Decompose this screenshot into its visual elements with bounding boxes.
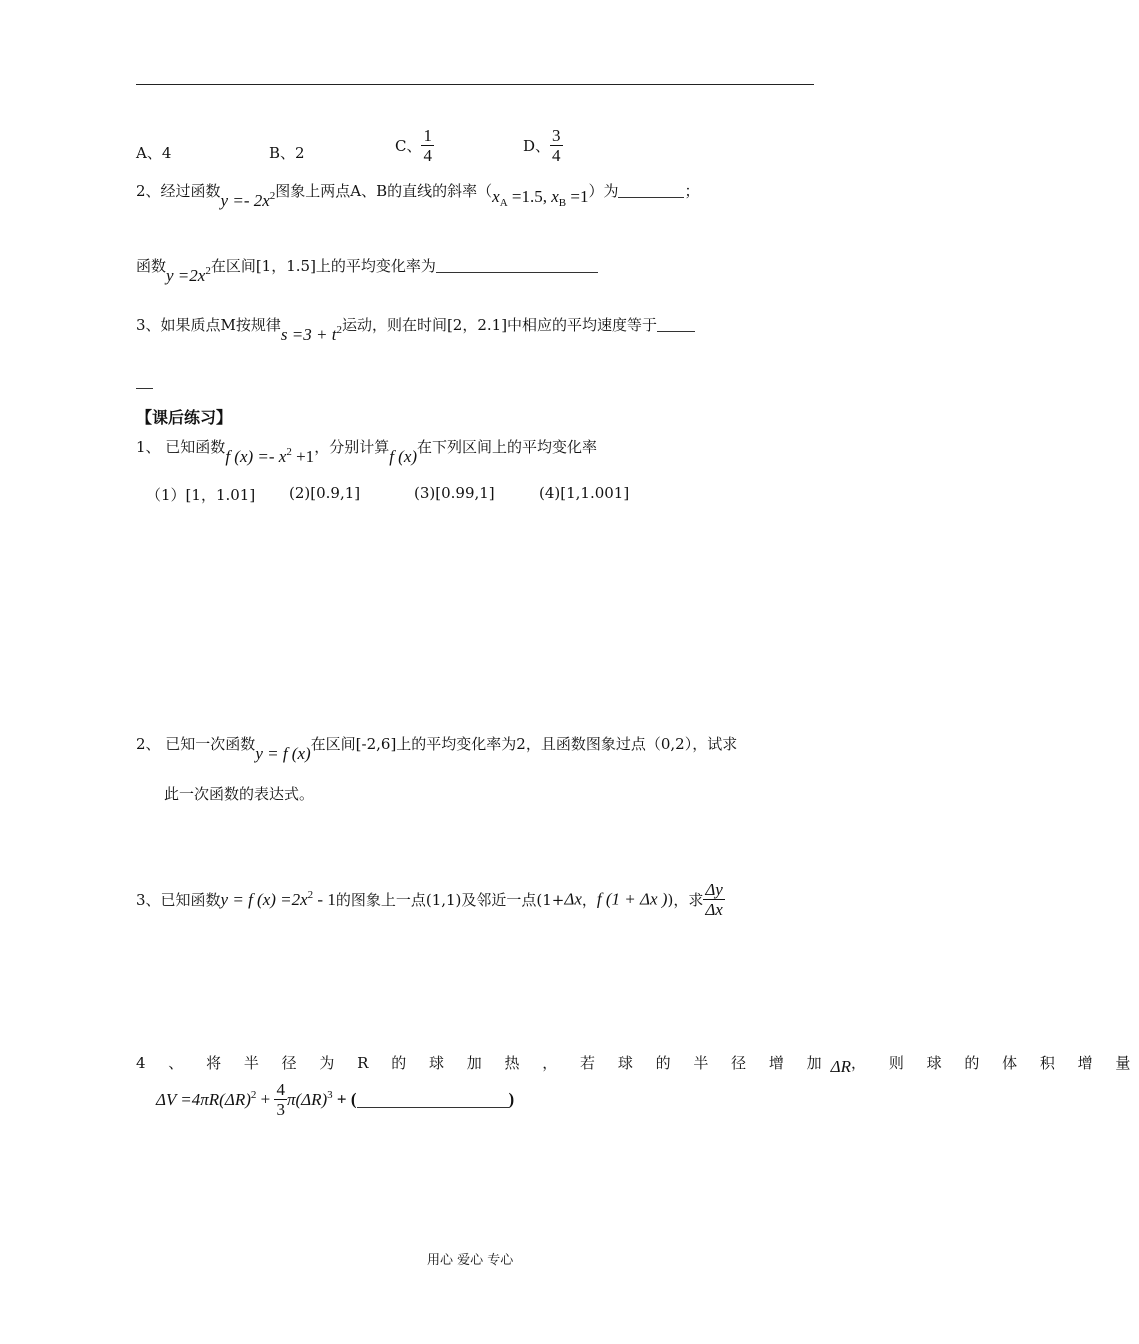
ex3-comma: ， [581,891,597,909]
q3-exponent: 2 [336,324,342,336]
q2-xa-sub: A [499,197,508,209]
q2-suffix: ）为 [588,182,619,200]
q3-answer-blank-continued[interactable] [136,388,153,389]
q2-xa: x [492,187,500,206]
ex4-close-paren: ) [508,1089,515,1109]
choice-b: B、2 [269,144,305,162]
ex4-open-paren: + ( [332,1089,357,1109]
choice-d [523,126,563,165]
ex3-exponent: 2 [307,889,314,901]
choice-c-fraction [421,126,434,165]
ex4-f1-text: ΔV =4πR(ΔR) [156,1090,251,1109]
ex2-suffix: 在区间[-2,6]上的平均变化率为2，且函数图象过点（0,2），试求 [310,735,738,753]
ex3-fraction-denominator: Δx [705,900,723,919]
q2-exponent: 2 [269,190,276,202]
ex1-formula-tail: +1 [291,447,315,466]
ex2-prefix: 2、 已知一次函数 [136,735,256,753]
q2-formula-text: y =- 2x [220,191,270,210]
ex3-f-part: f (1 + Δx ) [596,889,668,909]
ex4-f2-text: π(ΔR) [286,1090,328,1109]
ex4-formula-part1 [156,1090,256,1109]
q2b-suffix: 在区间[1，1.5]上的平均变化率为 [210,257,436,275]
exercise-2 [136,733,737,764]
page-footer: 用心 爱心 专心 [427,1253,514,1268]
choice-c-label: C、 [395,137,422,155]
ex3-formula [221,890,336,909]
question-2b [136,255,598,286]
ex3-dx: Δx [564,889,582,909]
ex4-formula-part2 [287,1090,333,1109]
choice-d-numerator: 3 [552,126,561,145]
q2b-exponent: 2 [205,265,211,277]
q2-formula [221,191,276,210]
ex4-fraction-numerator: 4 [276,1080,285,1099]
choice-d-label: D、 [523,137,551,155]
ex1-fx: f (x) [389,447,418,466]
q2-xb: x [551,187,559,206]
ex4-line1-tail: ， 则 球 的 体 积 增 量 [851,1054,1139,1072]
ex4-fraction [274,1080,287,1119]
section-title: 【课后练习】 [136,408,233,427]
q2b-formula-text: y =2x [166,266,206,285]
ex2-formula: y = f (x) [255,744,311,763]
q2b-answer-blank[interactable] [436,256,598,273]
ex1-interval-4: (4)[1,1.001] [539,484,630,502]
exercise-1 [136,436,597,467]
ex1-prefix: 1、 已知函数 [136,438,226,456]
ex2-line2: 此一次函数的表达式。 [164,785,315,803]
choice-c-denominator: 4 [423,146,432,165]
ex1-middle: ，分别计算 [314,438,390,456]
exercise-4 [136,1052,1139,1077]
q3-answer-blank[interactable] [657,315,695,332]
q2-end: ； [684,182,700,200]
choice-d-fraction [550,126,563,165]
ex4-line1: 4 、 将 半 径 为 R 的 球 加 热 ， 若 球 的 半 径 增 加 [136,1054,831,1072]
q2-answer-blank[interactable] [618,181,684,198]
ex3-prefix: 3、已知函数 [136,891,221,909]
ex3-suffix: )，求 [667,891,704,909]
choice-d-denominator: 4 [552,146,561,165]
ex4-delta-r: ΔR [830,1057,852,1076]
q2b-formula [166,266,211,285]
q2-xa-val: =1.5, [507,187,552,206]
q3-suffix: 运动，则在时间[2，2.1]中相应的平均速度等于 [341,316,658,334]
q3-formula [281,325,342,344]
q3-prefix: 3、如果质点M按规律 [136,316,281,334]
question-3 [136,314,695,345]
ex4-exponent-1: 2 [250,1089,257,1101]
exercise-3 [136,880,725,919]
ex3-fraction [703,880,725,919]
choice-c-numerator: 1 [423,126,432,145]
choice-a: A、4 [136,144,172,162]
header-rule [136,84,814,85]
ex1-interval-2: (2)[0.9,1] [289,484,361,502]
ex3-formula-text: y = f (x) =2x [220,890,308,909]
q2-middle: 图象上两点A、B的直线的斜率（ [275,182,493,200]
q2-prefix: 2、经过函数 [136,182,221,200]
ex4-plus: + [256,1089,275,1109]
ex4-formula [156,1080,514,1119]
ex1-suffix: 在下列区间上的平均变化率 [417,438,598,456]
ex1-formula-text: f (x) =- x [225,447,287,466]
ex3-fraction-numerator: Δy [705,880,723,899]
choice-c [395,126,434,165]
ex1-interval-1: （1）[1，1.01] [146,486,256,504]
question-2 [136,180,700,211]
q2-xb-sub: B [558,197,567,209]
ex4-fraction-denominator: 3 [276,1100,285,1119]
q3-formula-text: s =3 + t [280,325,337,344]
ex4-answer-blank[interactable] [357,1091,509,1108]
q2-xb-val: =1 [566,187,589,206]
ex1-exponent: 2 [286,446,292,458]
ex3-formula-tail: - 1 [313,890,336,909]
ex3-middle: 的图象上一点(1,1)及邻近一点(1+ [335,891,565,909]
ex4-exponent-2: 3 [327,1089,333,1101]
ex1-interval-3: (3)[0.99,1] [414,484,495,502]
q2-points [492,187,589,209]
q2b-prefix: 函数 [136,257,167,275]
ex1-formula [225,447,314,466]
